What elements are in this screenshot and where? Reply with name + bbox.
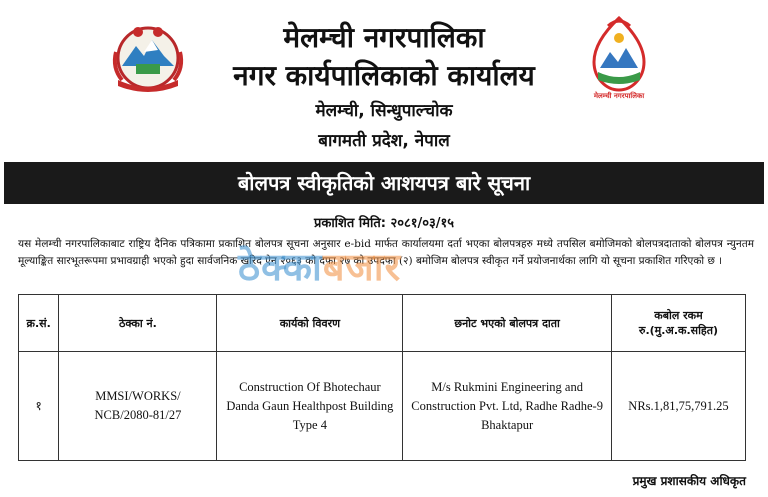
cell-bid-amount: NRs.1,81,75,791.25 [611, 352, 745, 461]
cell-work-description: Construction Of Bhotechaur Danda Gaun Healthpost Building Type 4 [217, 352, 403, 461]
header-contract-no: ठेक्का नं. [59, 295, 217, 352]
header-bid-amount [611, 295, 745, 352]
header-selected-bidder: छनोट भएको बोलपत्र दाता [403, 295, 612, 352]
cell-selected-bidder: M/s Rukmini Engineering and Construction Pvt. Ltd, Radhe Radhe-9 Bhaktapur [403, 352, 612, 461]
cell-sn: १ [19, 352, 59, 461]
address-line1: मेलम्ची, सिन्धुपाल्चोक [315, 101, 453, 121]
cell-contract-no: MMSI/WORKS/ NCB/2080-81/27 [59, 352, 217, 461]
right-logo-caption: मेलम्ची नगरपालिका [593, 92, 645, 100]
watermark [238, 240, 401, 292]
header-sn: क्र.सं. [19, 295, 59, 352]
signatory-title: प्रमुख प्रशासकीय अधिकृत [632, 474, 746, 488]
notice-title-banner: बोलपत्र स्वीकृतिको आशयपत्र बारे सूचना [4, 162, 764, 204]
office-title-line1: मेलम्ची नगरपालिका [283, 21, 485, 54]
notice-paragraph: यस मेलम्ची नगरपालिकाबाट राष्ट्रिय दैनिक पत्रिकामा प्रकाशित बोलपत्र सूचना अनुसार e-bid मार्फत कार्यालयमा दर्ता भएका बोलपत्रहरु मध्ये तपसिल बमोजिमको बोलपत्रदाताको बोलपत्र न्युनतम मूल्याङ्कित सारभूतरूपमा प्रभावग्राही भएको हुदा सार्वजनिक खरिद ऐन २०६३ को दफा २७ को उपदफा (२) बमोजिम बोलपत्र स्वीकृत गर्ने प्रयोजनार्थका लागि यो सूचना प्रकाशित गरिएको छ । [18, 238, 754, 267]
header-bid-amount-label: कबोल रकम [654, 309, 703, 322]
melamchi-municipality-logo-icon [578, 14, 660, 100]
watermark-part2: बजार [322, 245, 402, 289]
address-line2: बागमती प्रदेश, नेपाल [318, 131, 450, 151]
letterhead [0, 0, 768, 160]
header-work-description: कार्यको विवरण [217, 295, 403, 352]
table-row [19, 352, 746, 461]
watermark-part1: ठेक्का [238, 245, 323, 289]
office-title-line2: नगर कार्यपालिकाको कार्यालय [233, 59, 535, 92]
table-header-row [19, 295, 746, 352]
header-bid-amount-unit: रु.(मु.अ.क.सहित) [638, 324, 719, 337]
published-date: प्रकाशित मिति: २०८१/०३/१५ [313, 216, 455, 231]
award-table [18, 294, 746, 461]
